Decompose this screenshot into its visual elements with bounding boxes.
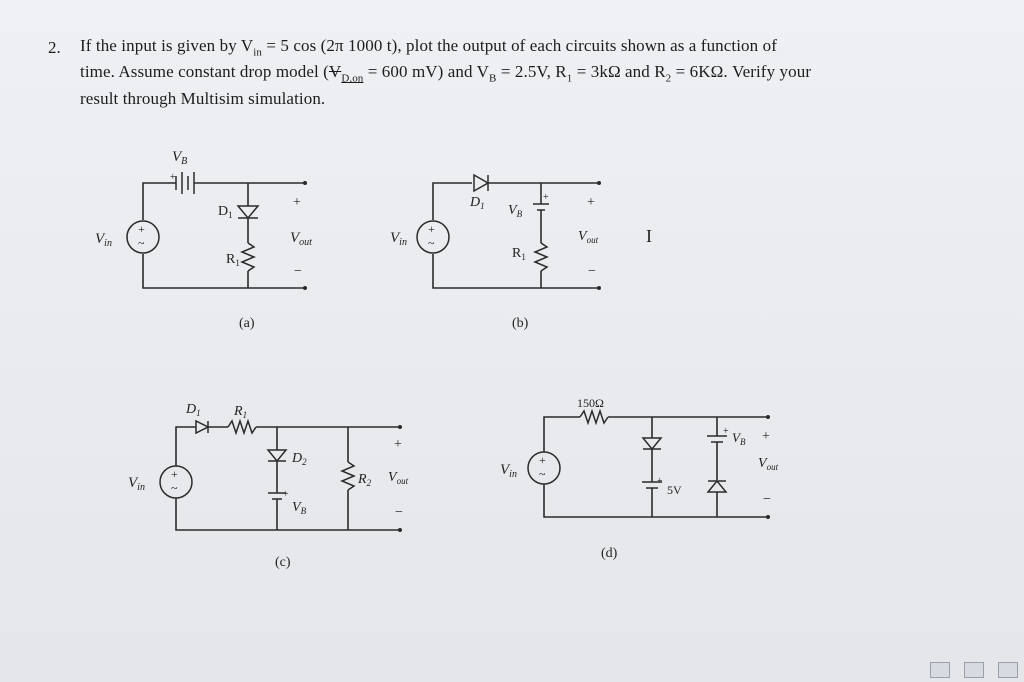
viewer-toolbar bbox=[930, 662, 1018, 678]
caption-d: (d) bbox=[601, 546, 618, 561]
expand-icon[interactable] bbox=[998, 662, 1018, 678]
svg-text:−: − bbox=[294, 264, 302, 279]
d-vb-label: $V_B$ bbox=[732, 430, 746, 447]
c-vout-label: $V_{out}$ bbox=[388, 470, 409, 486]
question-line-1: If the input is given by $V_{in} = 5$ cos (2π 1000 t), plot the output of each circuits shown as a function of bbox=[80, 36, 777, 59]
d-src-label: 5V bbox=[667, 483, 682, 497]
b-d1-label: $D_1$ bbox=[470, 195, 485, 211]
caption-a: (a) bbox=[239, 316, 255, 331]
page-icon[interactable] bbox=[964, 662, 984, 678]
a-r1-label: $R_1$ bbox=[226, 252, 240, 268]
circuit-d bbox=[500, 396, 779, 561]
book-icon[interactable] bbox=[930, 662, 950, 678]
svg-text:+: + bbox=[587, 195, 595, 210]
c-vb-label: $V_B$ bbox=[292, 500, 307, 516]
circuit-b bbox=[390, 175, 601, 331]
a-vin-label: $V_{in}$ bbox=[95, 231, 112, 249]
c-d2-label: $D_2$ bbox=[292, 451, 307, 467]
svg-text:+: + bbox=[293, 195, 301, 210]
svg-text:+: + bbox=[723, 426, 729, 437]
question-number: 2. bbox=[48, 38, 61, 57]
d-vout-label: $V_{out}$ bbox=[758, 456, 779, 472]
caption-c: (c) bbox=[275, 555, 291, 570]
circuit-c bbox=[128, 402, 409, 570]
text-cursor: I bbox=[646, 226, 652, 246]
circuit-a bbox=[95, 149, 312, 331]
svg-text:+: + bbox=[762, 429, 770, 444]
a-vout-label: $V_{out}$ bbox=[290, 230, 312, 248]
c-vin-label: $V_{in}$ bbox=[128, 475, 145, 493]
d-vin-label: $V_{in}$ bbox=[500, 462, 517, 480]
c-d1-label: $D_1$ bbox=[186, 402, 201, 418]
a-d1-label: $D_1$ bbox=[218, 204, 233, 220]
a-vb-label: $V_B$ bbox=[172, 149, 188, 167]
svg-text:+: + bbox=[170, 172, 176, 183]
c-r1-label: $R_1$ bbox=[234, 404, 248, 420]
svg-text:−: − bbox=[763, 492, 771, 507]
b-r1-label: $R_1$ bbox=[512, 246, 526, 262]
question-line-3: result through Multisim simulation. bbox=[80, 89, 326, 108]
question-line-2: time. Assume constant drop model ($V_{D,on} = 600$ mV) and $V_B = 2.5V$, $R_1 = 3k\Omega$ and $R_2 = 6K\Omega$. Verify your bbox=[80, 62, 812, 85]
b-vin-label: $V_{in}$ bbox=[390, 230, 407, 248]
caption-b: (b) bbox=[512, 316, 529, 331]
svg-text:+: + bbox=[657, 476, 663, 487]
b-vb-label: $V_B$ bbox=[508, 203, 523, 219]
c-r2-label: $R_2$ bbox=[358, 472, 372, 488]
svg-text:−: − bbox=[588, 264, 596, 279]
b-vout-label: $V_{out}$ bbox=[578, 229, 599, 245]
svg-text:+: + bbox=[543, 192, 549, 203]
svg-text:+: + bbox=[283, 489, 289, 500]
svg-text:−: − bbox=[395, 505, 403, 520]
d-res-label: 150Ω bbox=[577, 396, 604, 410]
svg-text:+: + bbox=[394, 437, 402, 452]
